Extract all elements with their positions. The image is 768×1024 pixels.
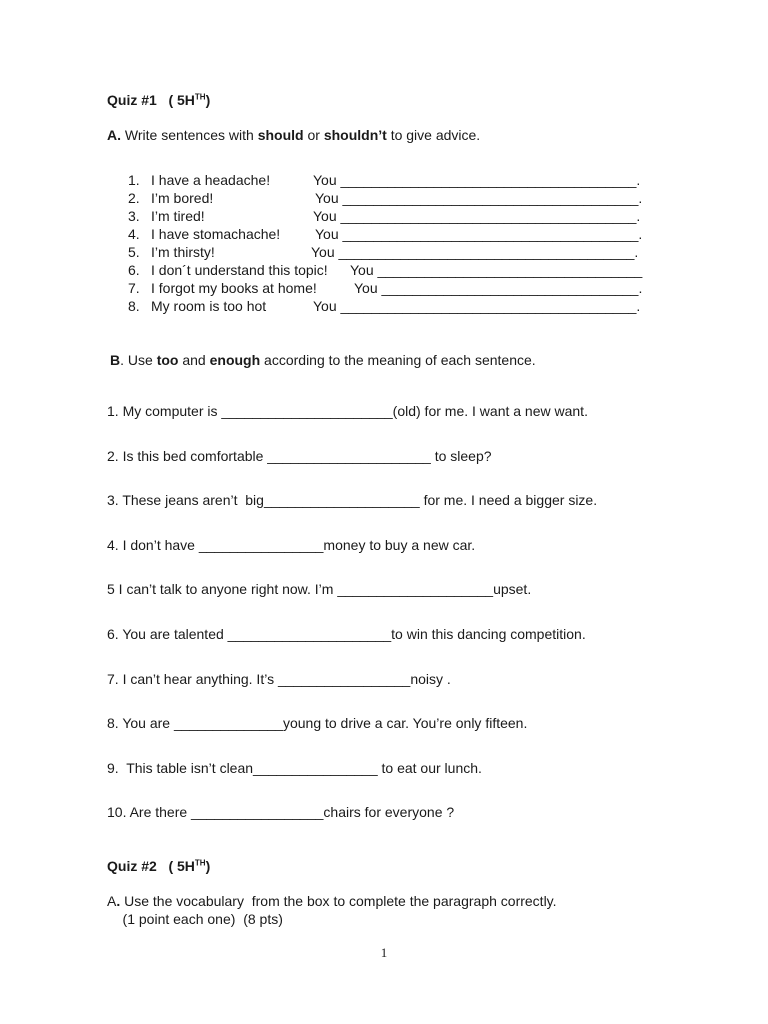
list-item: 1. My computer is ______________________(old) for me. I want a new want. (107, 403, 588, 419)
answer-line: You ______________________________________. (311, 244, 639, 260)
answer-line: You _________________________________. (354, 280, 643, 296)
list-item (128, 261, 668, 279)
section-b-bold1: too (156, 352, 179, 368)
quiz2-instruction (107, 893, 557, 909)
quiz2-points: (1 point each one) (8 pts) (107, 911, 283, 927)
section-a-text3: to give advice. (386, 127, 481, 143)
section-b-instruction (110, 352, 536, 368)
item-prompt: I’m thirsty! (151, 244, 215, 260)
item-prompt: I don´t understand this topic! (151, 262, 328, 278)
quiz2-letter: A (107, 893, 117, 909)
list-item (128, 171, 668, 189)
item-number: 2. (128, 190, 140, 206)
section-a-bold1: should (257, 127, 304, 143)
list-item: 6. You are talented _____________________to win this dancing competition. (107, 625, 586, 642)
item-prompt: I have stomachache! (151, 226, 281, 242)
answer-line: You ______________________________________. (315, 226, 643, 242)
list-item: 4. I don’t have ________________money to buy a new car. (107, 536, 476, 553)
item-prompt: I’m bored! (151, 190, 214, 206)
answer-line: You ______________________________________. (313, 208, 641, 224)
list-item (128, 297, 668, 315)
section-b-text3: according to the meaning of each sentence. (260, 352, 536, 368)
quiz1-title-end: ) (205, 92, 211, 108)
section-a-list (128, 171, 668, 315)
answer-line: You ______________________________________. (313, 298, 641, 314)
list-item: 8. You are ______________young to drive a car. You’re only fifteen. (107, 715, 528, 732)
item-prompt: I have a headache! (151, 172, 271, 188)
list-item (128, 207, 668, 225)
item-prompt: I’m tired! (151, 208, 205, 224)
item-number: 4. (128, 226, 140, 242)
answer-line: You ______________________________________. (313, 172, 641, 188)
item-number: 7. (128, 280, 140, 296)
quiz1-title-sup: TH (194, 92, 206, 102)
item-prompt: My room is too hot (151, 298, 267, 314)
quiz2-title-sup: TH (194, 858, 206, 868)
section-a-instruction (107, 127, 480, 143)
section-a-letter: A. (107, 127, 121, 143)
item-prompt: I forgot my books at home! (151, 280, 317, 296)
quiz2-instruction-text: Use the vocabulary from the box to complete the paragraph correctly. (120, 893, 557, 909)
quiz2-title (107, 858, 210, 874)
quiz1-title-text: Quiz #1 ( 5H (107, 92, 195, 108)
list-item: 2. Is this bed comfortable _____________________ to sleep? (107, 447, 492, 464)
answer-line: You __________________________________ (350, 262, 643, 278)
section-b-letter: B (110, 352, 121, 368)
section-a-bold2: shouldn’t (323, 127, 387, 143)
quiz2-title-text: Quiz #2 ( 5H (107, 858, 195, 874)
answer-line: You ______________________________________. (315, 190, 643, 206)
item-number: 3. (128, 208, 140, 224)
list-item: 5 I can’t talk to anyone right now. I’m ____________________upset. (107, 581, 532, 598)
list-item: 7. I can’t hear anything. It’s _________________noisy . (107, 670, 451, 687)
section-b-bold2: enough (209, 352, 261, 368)
quiz2-dot: . (116, 893, 121, 909)
list-item: 9. This table isn’t clean________________ to eat our lunch. (107, 759, 482, 776)
quiz1-title (107, 92, 210, 108)
list-item (128, 225, 668, 243)
section-b-text2: and (178, 352, 210, 368)
item-number: 5. (128, 244, 140, 260)
quiz2-title-end: ) (205, 858, 211, 874)
list-item (128, 243, 668, 261)
page-number: 1 (380, 945, 388, 960)
section-b-list (107, 403, 597, 849)
list-item: 10. Are there _________________chairs for everyone ? (107, 804, 455, 821)
item-number: 8. (128, 298, 140, 314)
section-b-text1: . Use (120, 352, 157, 368)
list-item: 3. These jeans aren’t big____________________ for me. I need a bigger size. (107, 492, 598, 509)
section-a-text1: Write sentences with (121, 127, 258, 143)
item-number: 6. (128, 262, 140, 278)
list-item (128, 189, 668, 207)
section-a-text2: or (303, 127, 324, 143)
item-number: 1. (128, 172, 140, 188)
list-item (128, 279, 668, 297)
